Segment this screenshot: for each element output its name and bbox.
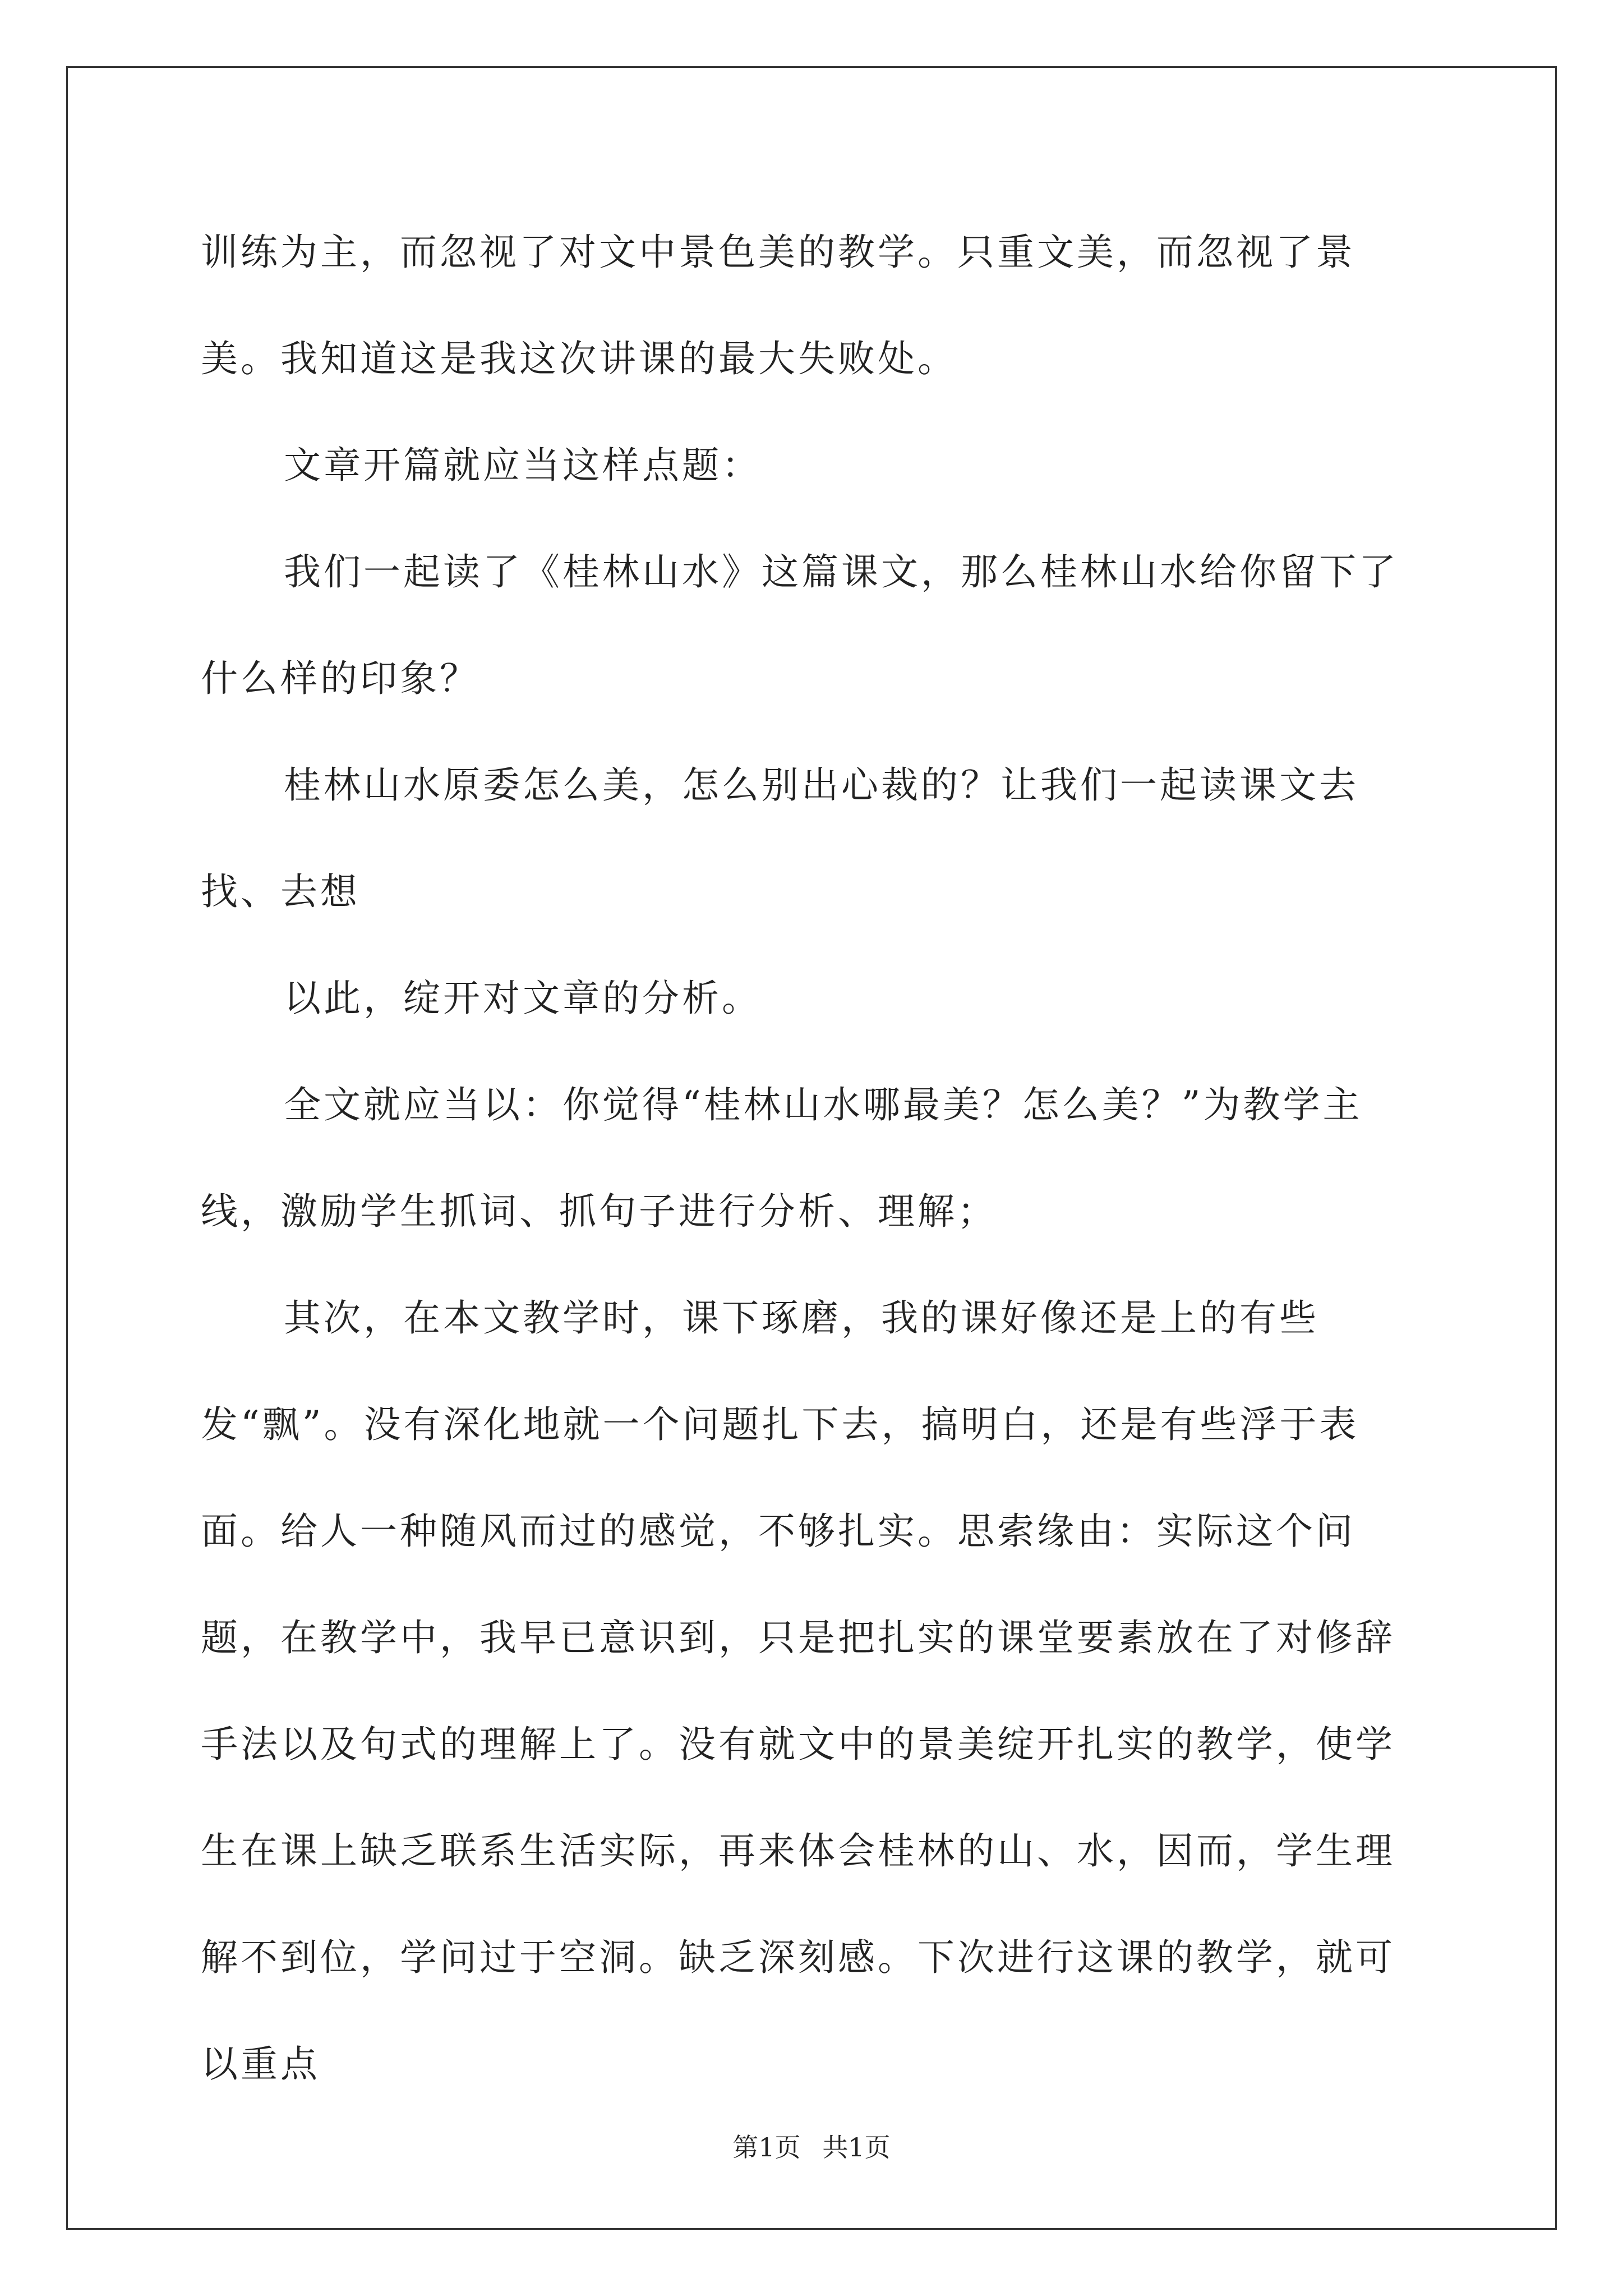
document-body xyxy=(201,199,1429,2118)
page-footer xyxy=(0,2131,1623,2164)
paragraph: 我们一起读了《桂林山水》这篇课文，那么桂林山水给你留下了什么样的印象？ xyxy=(201,550,1399,700)
page-number: 第1页 xyxy=(732,2132,801,2162)
page-total: 共1页 xyxy=(822,2132,891,2162)
paragraph: 以此，绽开对文章的分析。 xyxy=(284,977,762,1020)
paragraph: 文章开篇就应当这样点题： xyxy=(284,444,762,487)
paragraph: 桂林山水原委怎么美，怎么别出心裁的？让我们一起读课文去找、去想 xyxy=(201,763,1359,913)
paragraph: 其次，在本文教学时，课下琢磨，我的课好像还是上的有些发“飘”。没有深化地就一个问题扎下去，搞明白，还是有些浮于表面。给人一种随风而过的感觉，不够扎实。思索缘由：实际这个问题，在教学中，我早已意识到，只是把扎实的课堂要素放在了对修辞手法以及句式的理解上了。没有就文中的景美绽开扎实的教学，使学生在课上缺乏联系生活实际，再来体会桂林的山、水，因而，学生理解不到位，学问过于空洞。缺乏深刻感。下次进行这课的教学，就可以重点 xyxy=(201,1296,1395,2086)
paragraph: 全文就应当以：你觉得“桂林山水哪最美？怎么美？”为教学主线，激励学生抓词、抓句子进行分析、理解； xyxy=(201,1083,1363,1233)
paragraph: 训练为主，而忽视了对文中景色美的教学。只重文美，而忽视了景美。我知道这是我这次讲课的最大失败处。 xyxy=(201,231,1355,380)
